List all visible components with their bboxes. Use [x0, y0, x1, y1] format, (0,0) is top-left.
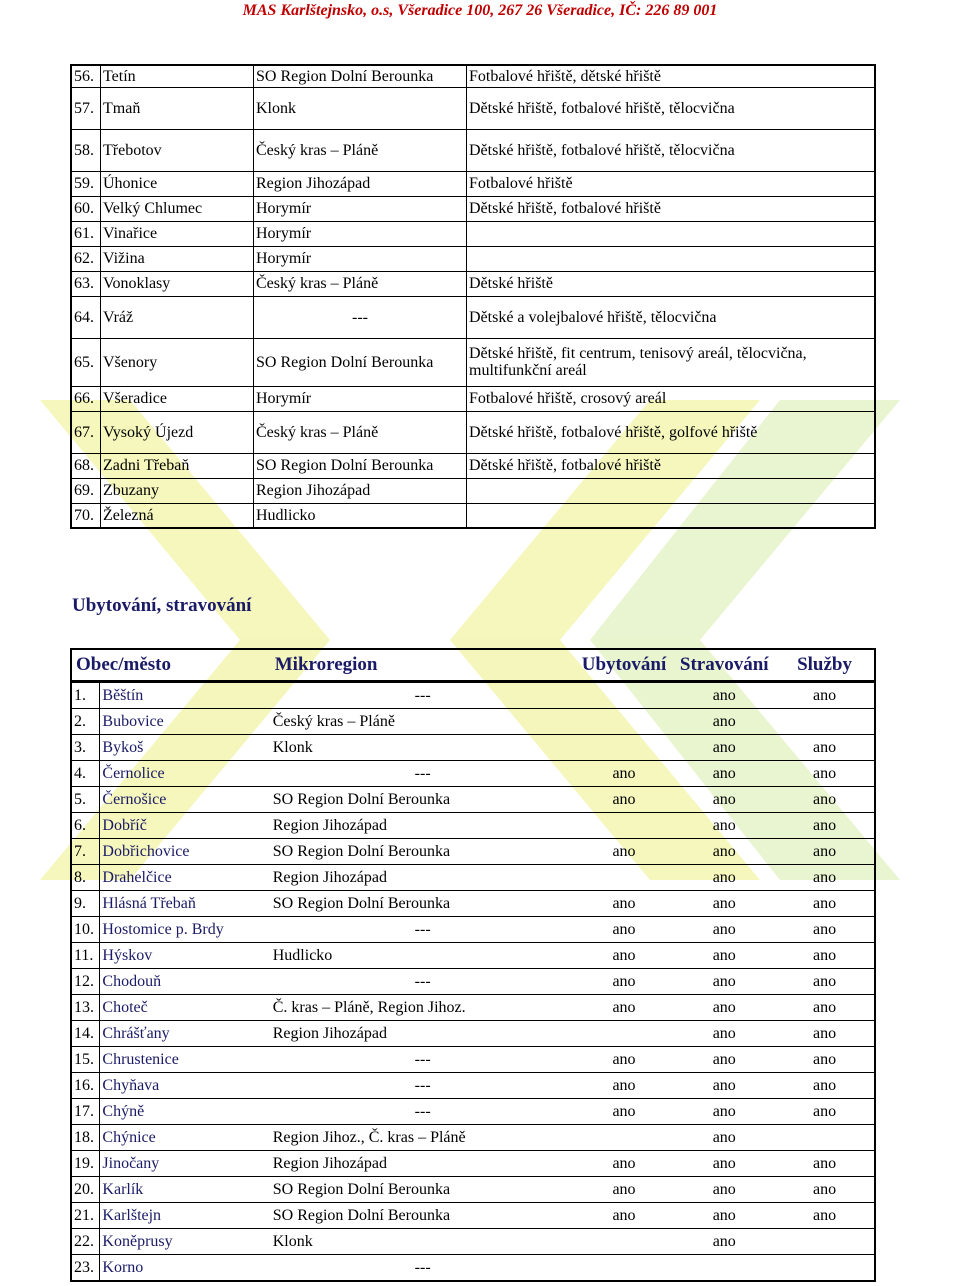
row-number: 19. — [71, 1151, 100, 1177]
ubytovani-value: ano — [575, 787, 674, 813]
row-number: 2. — [71, 709, 100, 735]
stravovani-value — [673, 1255, 775, 1282]
table-row — [71, 1151, 875, 1177]
microregion: Horymír — [254, 196, 467, 221]
stravovani-value: ano — [673, 969, 775, 995]
stravovani-value: ano — [673, 761, 775, 787]
ubytovani-value: ano — [575, 891, 674, 917]
microregion: --- — [271, 1047, 575, 1073]
table-row — [71, 995, 875, 1021]
facility-list: Dětské hřiště, fotbalové hřiště — [467, 196, 876, 221]
stravovani-value: ano — [673, 917, 775, 943]
municipality-name: Choteč — [100, 995, 271, 1021]
sluzby-value: ano — [775, 1073, 875, 1099]
municipality-name: Vižina — [101, 246, 254, 271]
sluzby-value: ano — [775, 1099, 875, 1125]
table-row — [71, 453, 875, 478]
microregion: Klonk — [271, 1229, 575, 1255]
ubytovani-value: ano — [575, 761, 674, 787]
microregion: Hudlicko — [254, 503, 467, 528]
ubytovani-value: ano — [575, 969, 674, 995]
microregion: Region Jihozápad — [271, 813, 575, 839]
stravovani-value: ano — [673, 891, 775, 917]
table-row — [71, 761, 875, 787]
table-row — [71, 246, 875, 271]
row-number: 9. — [71, 891, 100, 917]
facility-list — [467, 478, 876, 503]
facility-list: Fotbalové hřiště — [467, 171, 876, 196]
facility-list: Fotbalové hřiště, crosový areál — [467, 386, 876, 411]
microregion: SO Region Dolní Berounka — [271, 1203, 575, 1229]
row-number: 69. — [71, 478, 101, 503]
ubytovani-value: ano — [575, 1073, 674, 1099]
microregion: Klonk — [271, 735, 575, 761]
row-number: 15. — [71, 1047, 100, 1073]
microregion: Region Jihozápad — [271, 1151, 575, 1177]
microregion: --- — [271, 969, 575, 995]
header-stravovani: Stravování — [673, 649, 775, 682]
facility-list — [467, 503, 876, 528]
table-row — [71, 682, 875, 709]
microregion: SO Region Dolní Berounka — [271, 891, 575, 917]
table-row — [71, 1099, 875, 1125]
table-row — [71, 891, 875, 917]
stravovani-value: ano — [673, 1229, 775, 1255]
sluzby-value: ano — [775, 995, 875, 1021]
sluzby-value: ano — [775, 1151, 875, 1177]
table-row — [71, 813, 875, 839]
sluzby-value: ano — [775, 813, 875, 839]
microregion: Hudlicko — [271, 943, 575, 969]
facility-list: Dětské hřiště, fit centrum, tenisový areál, tělocvična, multifunkční areál — [467, 338, 876, 386]
municipality-name: Železná — [101, 503, 254, 528]
row-number: 60. — [71, 196, 101, 221]
microregion: SO Region Dolní Berounka — [254, 65, 467, 87]
ubytovani-value — [575, 709, 674, 735]
row-number: 65. — [71, 338, 101, 386]
row-number: 63. — [71, 271, 101, 296]
facility-list: Dětské hřiště — [467, 271, 876, 296]
ubytovani-value — [575, 1255, 674, 1282]
municipality-name: Třebotov — [101, 129, 254, 171]
row-number: 20. — [71, 1177, 100, 1203]
facility-list — [467, 221, 876, 246]
table-row — [71, 296, 875, 338]
facility-list: Dětské hřiště, fotbalové hřiště, tělocvična — [467, 129, 876, 171]
table-row — [71, 735, 875, 761]
header-mikroregion: Mikroregion — [271, 649, 575, 682]
municipality-name: Chýnice — [100, 1125, 271, 1151]
row-number: 6. — [71, 813, 100, 839]
table-row — [71, 221, 875, 246]
stravovani-value: ano — [673, 943, 775, 969]
microregion: Region Jihozápad — [254, 171, 467, 196]
table-row — [71, 969, 875, 995]
sluzby-value — [775, 1229, 875, 1255]
sluzby-value: ano — [775, 761, 875, 787]
municipality-name: Hostomice p. Brdy — [100, 917, 271, 943]
sluzby-value — [775, 1255, 875, 1282]
row-number: 5. — [71, 787, 100, 813]
row-number: 1. — [71, 682, 100, 709]
microregion: SO Region Dolní Berounka — [271, 1177, 575, 1203]
municipality-name: Úhonice — [101, 171, 254, 196]
stravovani-value: ano — [673, 1047, 775, 1073]
table-row — [71, 338, 875, 386]
municipality-name: Tetín — [101, 65, 254, 87]
municipality-name: Koněprusy — [100, 1229, 271, 1255]
ubytovani-value — [575, 1021, 674, 1047]
table-row — [71, 386, 875, 411]
table-row — [71, 196, 875, 221]
ubytovani-value — [575, 1125, 674, 1151]
row-number: 12. — [71, 969, 100, 995]
municipality-name: Dobříč — [100, 813, 271, 839]
municipality-name: Vráž — [101, 296, 254, 338]
municipality-name: Všeradice — [101, 386, 254, 411]
sluzby-value: ano — [775, 735, 875, 761]
table-row — [71, 943, 875, 969]
table-row — [71, 271, 875, 296]
ubytovani-value — [575, 813, 674, 839]
row-number: 62. — [71, 246, 101, 271]
row-number: 10. — [71, 917, 100, 943]
table-row — [71, 503, 875, 528]
row-number: 58. — [71, 129, 101, 171]
municipality-name: Drahelčice — [100, 865, 271, 891]
sluzby-value: ano — [775, 1021, 875, 1047]
microregion: Region Jihoz., Č. kras – Pláně — [271, 1125, 575, 1151]
facilities-table — [70, 64, 876, 529]
stravovani-value: ano — [673, 735, 775, 761]
ubytovani-value — [575, 865, 674, 891]
municipality-name: Karlštejn — [100, 1203, 271, 1229]
microregion: Český kras – Pláně — [254, 129, 467, 171]
ubytovani-value: ano — [575, 1203, 674, 1229]
municipality-name: Hlásná Třebaň — [100, 891, 271, 917]
ubytovani-value — [575, 735, 674, 761]
accommodation-table — [70, 648, 876, 1282]
row-number: 11. — [71, 943, 100, 969]
facility-list: Dětské hřiště, fotbalové hřiště, golfové hřiště — [467, 411, 876, 453]
municipality-name: Tmaň — [101, 87, 254, 129]
municipality-name: Všenory — [101, 338, 254, 386]
municipality-name: Vonoklasy — [101, 271, 254, 296]
table-row — [71, 787, 875, 813]
municipality-name: Vinařice — [101, 221, 254, 246]
stravovani-value: ano — [673, 709, 775, 735]
facility-list: Dětské a volejbalové hřiště, tělocvična — [467, 296, 876, 338]
facility-list: Dětské hřiště, fotbalové hřiště — [467, 453, 876, 478]
row-number: 17. — [71, 1099, 100, 1125]
sluzby-value: ano — [775, 969, 875, 995]
sluzby-value: ano — [775, 682, 875, 709]
stravovani-value: ano — [673, 682, 775, 709]
microregion: --- — [271, 917, 575, 943]
row-number: 23. — [71, 1255, 100, 1282]
row-number: 61. — [71, 221, 101, 246]
sluzby-value — [775, 1125, 875, 1151]
microregion: Region Jihozápad — [271, 865, 575, 891]
municipality-name: Dobřichovice — [100, 839, 271, 865]
table-row — [71, 1047, 875, 1073]
ubytovani-value: ano — [575, 917, 674, 943]
stravovani-value: ano — [673, 1073, 775, 1099]
municipality-name: Bubovice — [100, 709, 271, 735]
sluzby-value: ano — [775, 839, 875, 865]
table-row — [71, 1177, 875, 1203]
row-number: 8. — [71, 865, 100, 891]
microregion: Český kras – Pláně — [271, 709, 575, 735]
stravovani-value: ano — [673, 1099, 775, 1125]
stravovani-value: ano — [673, 813, 775, 839]
ubytovani-value — [575, 1229, 674, 1255]
municipality-name: Černolice — [100, 761, 271, 787]
microregion: SO Region Dolní Berounka — [254, 453, 467, 478]
facility-list: Dětské hřiště, fotbalové hřiště, tělocvična — [467, 87, 876, 129]
ubytovani-value: ano — [575, 995, 674, 1021]
microregion: --- — [271, 1099, 575, 1125]
row-number: 14. — [71, 1021, 100, 1047]
microregion: Horymír — [254, 221, 467, 246]
microregion: Region Jihozápad — [254, 478, 467, 503]
microregion: --- — [254, 296, 467, 338]
microregion: SO Region Dolní Berounka — [271, 839, 575, 865]
municipality-name: Chrustenice — [100, 1047, 271, 1073]
table-row — [71, 65, 875, 87]
ubytovani-value: ano — [575, 1177, 674, 1203]
row-number: 64. — [71, 296, 101, 338]
row-number: 18. — [71, 1125, 100, 1151]
table-row — [71, 839, 875, 865]
municipality-name: Chodouň — [100, 969, 271, 995]
table-row — [71, 1203, 875, 1229]
row-number: 4. — [71, 761, 100, 787]
table-row — [71, 1021, 875, 1047]
municipality-name: Hýskov — [100, 943, 271, 969]
row-number: 22. — [71, 1229, 100, 1255]
municipality-name: Chrášťany — [100, 1021, 271, 1047]
sluzby-value: ano — [775, 891, 875, 917]
municipality-name: Vysoký Újezd — [101, 411, 254, 453]
sluzby-value — [775, 709, 875, 735]
table-row — [71, 1255, 875, 1282]
ubytovani-value: ano — [575, 943, 674, 969]
sluzby-value: ano — [775, 1047, 875, 1073]
sluzby-value: ano — [775, 787, 875, 813]
stravovani-value: ano — [673, 1177, 775, 1203]
ubytovani-value: ano — [575, 839, 674, 865]
table-row — [71, 1125, 875, 1151]
stravovani-value: ano — [673, 787, 775, 813]
stravovani-value: ano — [673, 1021, 775, 1047]
table-row — [71, 917, 875, 943]
row-number: 70. — [71, 503, 101, 528]
municipality-name: Chyňava — [100, 1073, 271, 1099]
table-row — [71, 87, 875, 129]
table-row — [71, 1073, 875, 1099]
row-number: 59. — [71, 171, 101, 196]
microregion: Horymír — [254, 246, 467, 271]
row-number: 67. — [71, 411, 101, 453]
table-row — [71, 171, 875, 196]
stravovani-value: ano — [673, 995, 775, 1021]
table-row — [71, 411, 875, 453]
header-sluzby: Služby — [775, 649, 875, 682]
section-title: Ubytování, stravování — [72, 595, 252, 616]
microregion: Český kras – Pláně — [254, 271, 467, 296]
microregion: Horymír — [254, 386, 467, 411]
municipality-name: Bykoš — [100, 735, 271, 761]
microregion: Č. kras – Pláně, Region Jihoz. — [271, 995, 575, 1021]
microregion: --- — [271, 682, 575, 709]
municipality-name: Jinočany — [100, 1151, 271, 1177]
municipality-name: Karlík — [100, 1177, 271, 1203]
municipality-name: Zbuzany — [101, 478, 254, 503]
table-row — [71, 1229, 875, 1255]
sluzby-value: ano — [775, 917, 875, 943]
municipality-name: Černošice — [100, 787, 271, 813]
stravovani-value: ano — [673, 865, 775, 891]
row-number: 57. — [71, 87, 101, 129]
sluzby-value: ano — [775, 1177, 875, 1203]
municipality-name: Běštín — [100, 682, 271, 709]
table-row — [71, 709, 875, 735]
ubytovani-value: ano — [575, 1151, 674, 1177]
row-number: 56. — [71, 65, 101, 87]
microregion: Region Jihozápad — [271, 1021, 575, 1047]
ubytovani-value — [575, 682, 674, 709]
row-number: 68. — [71, 453, 101, 478]
microregion: Klonk — [254, 87, 467, 129]
table-row — [71, 865, 875, 891]
facility-list: Fotbalové hřiště, dětské hřiště — [467, 65, 876, 87]
stravovani-value: ano — [673, 1151, 775, 1177]
row-number: 16. — [71, 1073, 100, 1099]
microregion: SO Region Dolní Berounka — [254, 338, 467, 386]
municipality-name: Korno — [100, 1255, 271, 1282]
row-number: 3. — [71, 735, 100, 761]
row-number: 13. — [71, 995, 100, 1021]
microregion: --- — [271, 1255, 575, 1282]
sluzby-value: ano — [775, 943, 875, 969]
stravovani-value: ano — [673, 839, 775, 865]
municipality-name: Chýně — [100, 1099, 271, 1125]
ubytovani-value: ano — [575, 1099, 674, 1125]
header-ubytovani: Ubytování — [575, 649, 674, 682]
accommodation-header-row — [71, 649, 875, 682]
microregion: --- — [271, 761, 575, 787]
microregion: --- — [271, 1073, 575, 1099]
row-number: 21. — [71, 1203, 100, 1229]
microregion: SO Region Dolní Berounka — [271, 787, 575, 813]
table-row — [71, 129, 875, 171]
sluzby-value: ano — [775, 1203, 875, 1229]
page-header: MAS Karlštejnsko, o.s, Všeradice 100, 267 26 Všeradice, IČ: 226 89 001 — [242, 2, 718, 19]
row-number: 7. — [71, 839, 100, 865]
municipality-name: Velký Chlumec — [101, 196, 254, 221]
microregion: Český kras – Pláně — [254, 411, 467, 453]
header-obec: Obec/město — [71, 649, 271, 682]
municipality-name: Zadni Třebaň — [101, 453, 254, 478]
stravovani-value: ano — [673, 1125, 775, 1151]
row-number: 66. — [71, 386, 101, 411]
table-row — [71, 478, 875, 503]
facility-list — [467, 246, 876, 271]
stravovani-value: ano — [673, 1203, 775, 1229]
ubytovani-value: ano — [575, 1047, 674, 1073]
sluzby-value: ano — [775, 865, 875, 891]
